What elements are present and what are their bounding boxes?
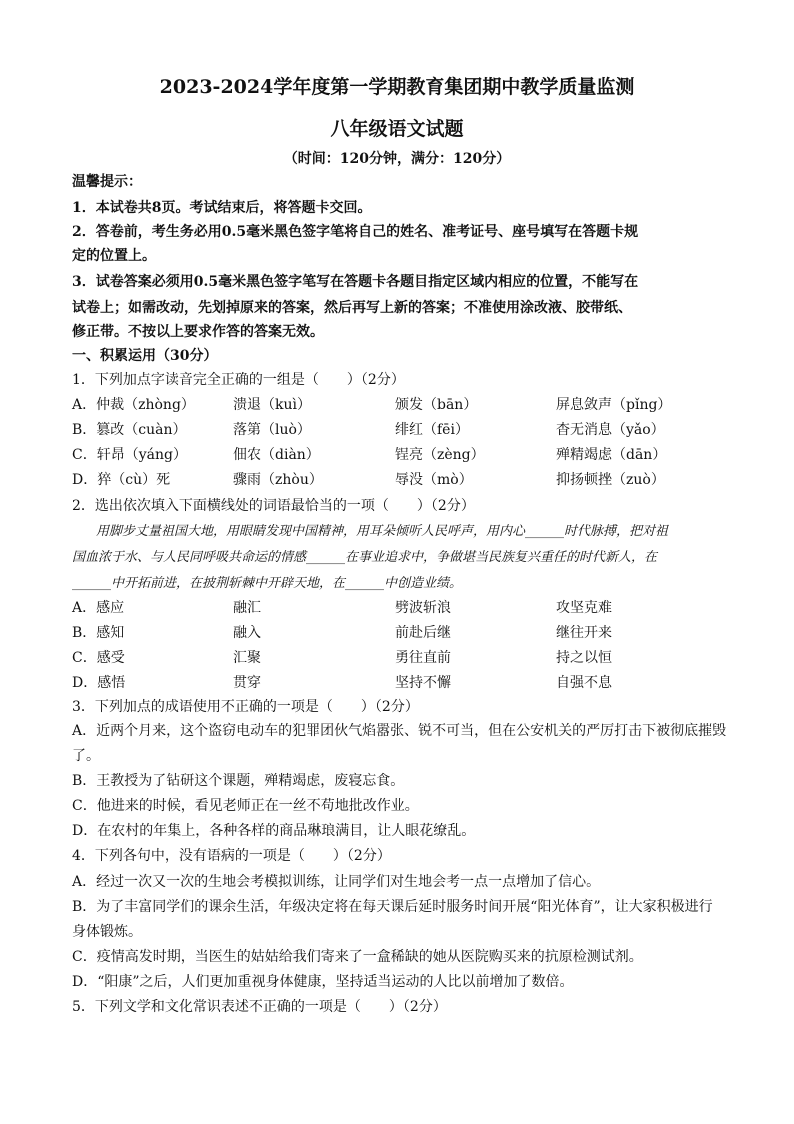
q4-option-d: D．“阳康”之后，人们更加重视身体健康，坚持适当运动的人比以前增加了数倍。 [72,974,574,990]
time-info: （时间：120分钟，满分：120分） [283,151,511,167]
tip-item-2-line-2: 定的位置上。 [72,248,156,264]
tip-item-1: 1．本试卷共8页。考试结束后，将答题卡交回。 [72,200,372,216]
q2-option-a-4: 攻坚克难 [556,600,612,616]
tips-heading: 温馨提示： [72,174,142,190]
q3-option-a-line-1: A．近两个月来，这个盗窃电动车的犯罪团伙气焰嚣张、锐不可当，但在公安机关的严厉打击下被彻底摧毁 [72,723,727,739]
q2-option-a-1: A．感应 [72,600,125,616]
tip-item-3-line-3: 修正带。不按以上要求作答的答案无效。 [72,324,324,340]
tip-item-2-line-1: 2．答卷前，考生务必用0.5毫米黑色签字笔将自己的姓名、准考证号、座号填写在答题卡规 [72,224,639,240]
q2-option-b-4: 继往开来 [556,625,612,641]
q1-option-c-3: 锃亮（zèng） [395,447,485,463]
q4-option-b-line-2: 身体锻炼。 [72,924,142,940]
q1-option-b-2: 落第（luò） [233,422,311,438]
question-3-stem: 3．下列加点的成语使用不正确的一项是（ ）（2分） [72,699,419,715]
q2-passage-line-1: 用脚步丈量祖国大地，用眼睛发现中国精神，用耳朵倾听人民呼声，用内心______时代脉搏，把对祖 [96,524,669,539]
q2-option-d-4: 自强不息 [556,675,612,691]
q2-option-a-2: 融汇 [233,600,261,616]
exam-subtitle: 八年级语文试题 [330,118,464,140]
q3-option-b: B．王教授为了钻研这个课题，殚精竭虑，废寝忘食。 [72,773,405,789]
q2-option-b-3: 前赴后继 [395,625,451,641]
q2-option-a-3: 劈波斩浪 [395,600,451,616]
q1-option-b-1: B．篡改（cuàn） [72,422,187,438]
q4-option-c: C．疫情高发时期，当医生的姑姑给我们寄来了一盒稀缺的她从医院购买来的抗原检测试剂。 [72,949,643,965]
q2-passage-line-2: 国血浓于水、与人民同呼吸共命运的情感______在事业追求中，争做堪当民族复兴重任的时代新人，在 [72,550,658,565]
tip-item-3-line-2: 试卷上；如需改动，先划掉原来的答案，然后再写上新的答案；不准使用涂改液、胶带纸、 [72,300,632,316]
q2-option-b-2: 融入 [233,625,261,641]
q3-option-a-line-2: 了。 [72,748,100,764]
tip-item-3-line-1: 3．试卷答案必须用0.5毫米黑色签字笔写在答题卡各题目指定区域内相应的位置，不能写在 [72,274,639,290]
q2-option-c-3: 勇往直前 [395,650,451,666]
section-1-heading: 一、积累运用（30分） [72,348,218,364]
q1-option-a-1: A．仲裁（zhòng） [72,397,195,413]
q2-option-d-3: 坚持不懈 [395,675,451,691]
q2-option-b-1: B．感知 [72,625,125,641]
q1-option-a-4: 屏息敛声（pǐng） [556,397,672,413]
q2-option-d-1: D．感悟 [72,675,126,691]
q1-option-b-3: 绯红（fēi） [395,422,469,438]
question-4-stem: 4．下列各句中，没有语病的一项是（ ）（2分） [72,848,391,864]
q1-option-d-1: D．猝（cù）死 [72,472,171,488]
q4-option-b-line-1: B．为了丰富同学们的课余生活，年级决定将在每天课后延时服务时间开展“阳光体育”，让大家积极进行 [72,899,713,915]
q1-option-d-4: 抑扬顿挫（zuò） [556,472,665,488]
question-1-stem: 1．下列加点字读音完全正确的一组是（ ）（2分） [72,372,405,388]
q4-option-a: A．经过一次又一次的生地会考模拟训练，让同学们对生地会考一点一点增加了信心。 [72,874,601,890]
q2-option-c-2: 汇聚 [233,650,261,666]
q3-option-d: D．在农村的年集上，各种各样的商品琳琅满目，让人眼花缭乱。 [72,823,476,839]
question-5-stem: 5．下列文学和文化常识表述不正确的一项是（ ）（2分） [72,999,447,1015]
q2-option-c-1: C．感受 [72,650,125,666]
q2-option-d-2: 贯穿 [233,675,261,691]
q3-option-c: C．他进来的时候，看见老师正在一丝不苟地批改作业。 [72,798,419,814]
exam-title: 2023-2024学年度第一学期教育集团期中教学质量监测 [159,76,635,98]
q2-passage-line-3: ______中开拓前进，在披荆斩棘中开辟天地，在______中创造业绩。 [72,576,463,591]
q1-option-b-4: 杳无消息（yǎo） [556,422,665,438]
q1-option-a-3: 颁发（bān） [395,397,478,413]
q1-option-c-4: 殚精竭虑（dān） [556,447,667,463]
q1-option-c-1: C．轩昂（yáng） [72,447,187,463]
q1-option-a-2: 溃退（kuì） [233,397,311,413]
q1-option-d-2: 骤雨（zhòu） [233,472,323,488]
question-2-stem: 2．选出依次填入下面横线处的词语最恰当的一项（ ）（2分） [72,498,475,514]
q1-option-d-3: 辱没（mò） [395,472,473,488]
q2-option-c-4: 持之以恒 [556,650,612,666]
q1-option-c-2: 佃农（diàn） [233,447,320,463]
